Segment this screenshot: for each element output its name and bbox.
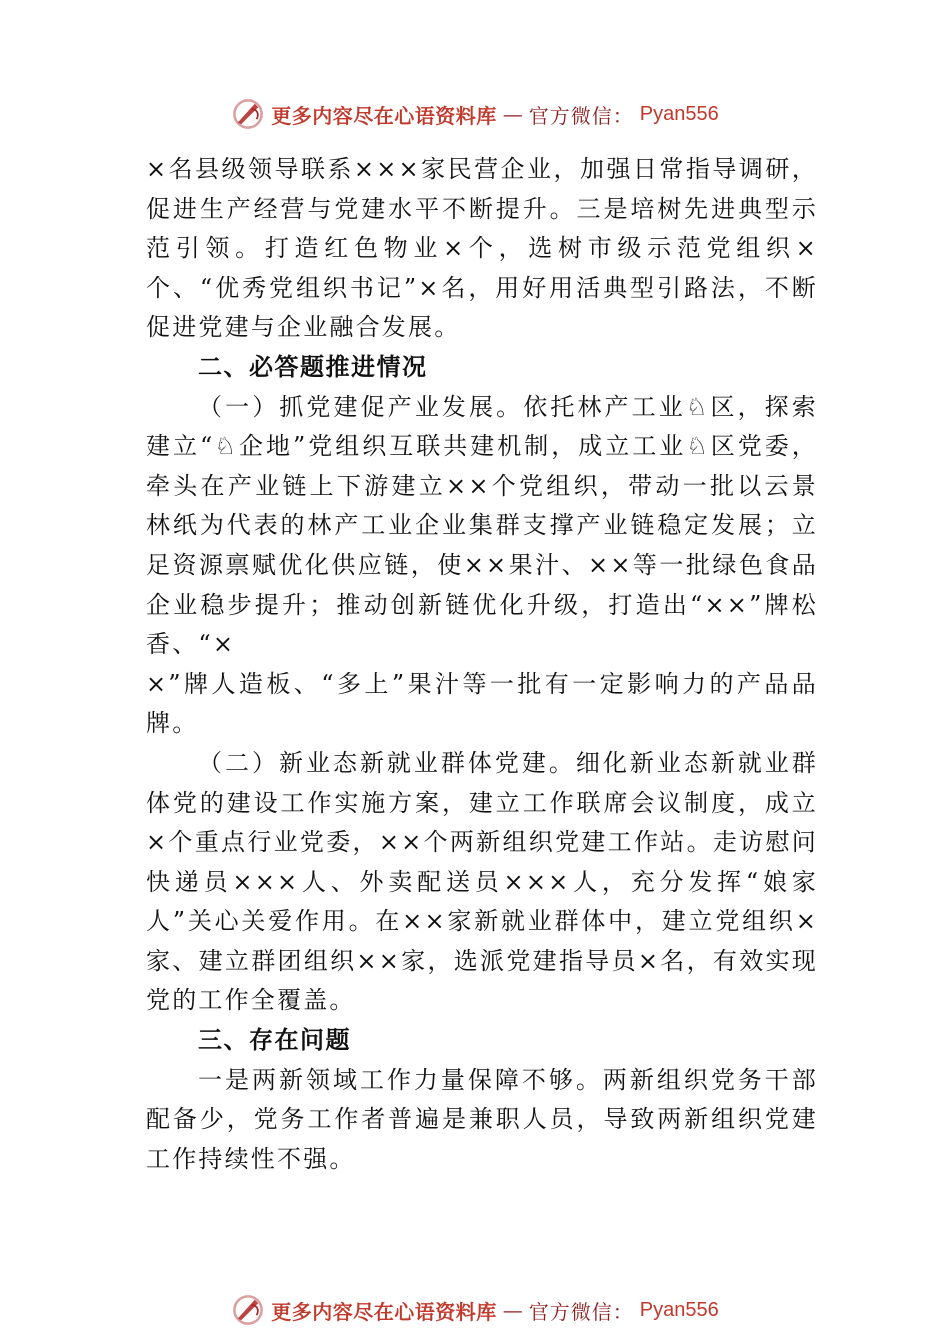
- paragraph-2b: ×”牌人造板、“多上”果汁等一批有一定影响力的产品品牌。: [146, 669, 818, 738]
- footer-brand: 更多内容尽在心语资料库: [271, 1299, 497, 1324]
- paragraph-3: （二）新业态新就业群体党建。细化新业态新就业群体党的建设工作实施方案，建立工作联席会议制度，成立×个重点行业党委，××个两新组织党建工作站。走访慰问快递员×××人、外卖配送员×××人，充分发挥“娘家人”关心关爱作用。在××家新就业群体中，建立党组织×家、建立群团组织××家，选派党建指导员×名，有效实现党的工作全覆盖。: [146, 748, 818, 1015]
- footer-separator: —: [502, 1298, 523, 1322]
- section-heading-3: 三、存在问题: [198, 1026, 351, 1055]
- paragraph-2a: （一）抓党建促产业发展。依托林产工业♘区，探索建立“♘企地”党组织互联共建机制，成立工业♘区党委，牵头在产业链上下游建立××个党组织，带动一批以云景林纸为代表的林产工业企业集群支撑产业链稳定发展；立足资源禀赋优化供应链，使××果汁、××等一批绿色食品企业稳步提升；推动创新链优化升级，打造出“××”牌松香、“×: [146, 392, 818, 659]
- footer-wechat-label: 官方微信：: [528, 1299, 634, 1324]
- pen-feather-seal-icon: [231, 1293, 265, 1327]
- paragraph-1: ×名县级领导联系×××家民营企业，加强日常指导调研， 促进生产经营与党建水平不断提升。三是培树先进典型示范引领。打造红色物业×个，选树市级示范党组织×个、“优秀党组织书记”×名，用好用活典型引路法，不断促进党建与企业融合发展。: [146, 155, 818, 342]
- banner-separator: —: [502, 102, 523, 126]
- banner-wechat-label: 官方微信：: [528, 103, 634, 128]
- footer-wechat-id: Pyan556: [639, 1298, 719, 1321]
- section-heading-2: 二、必答题推进情况: [198, 352, 428, 381]
- document-body: [146, 150, 818, 1179]
- header-banner: [0, 94, 950, 134]
- pen-feather-seal-icon: [231, 97, 265, 131]
- footer-banner: [0, 1290, 950, 1330]
- banner-brand: 更多内容尽在心语资料库: [271, 103, 497, 128]
- paragraph-4: 一是两新领域工作力量保障不够。两新组织党务干部配备少，党务工作者普遍是兼职人员，导致两新组织党建工作持续性不强。: [146, 1065, 818, 1173]
- banner-wechat-id: Pyan556: [639, 102, 719, 125]
